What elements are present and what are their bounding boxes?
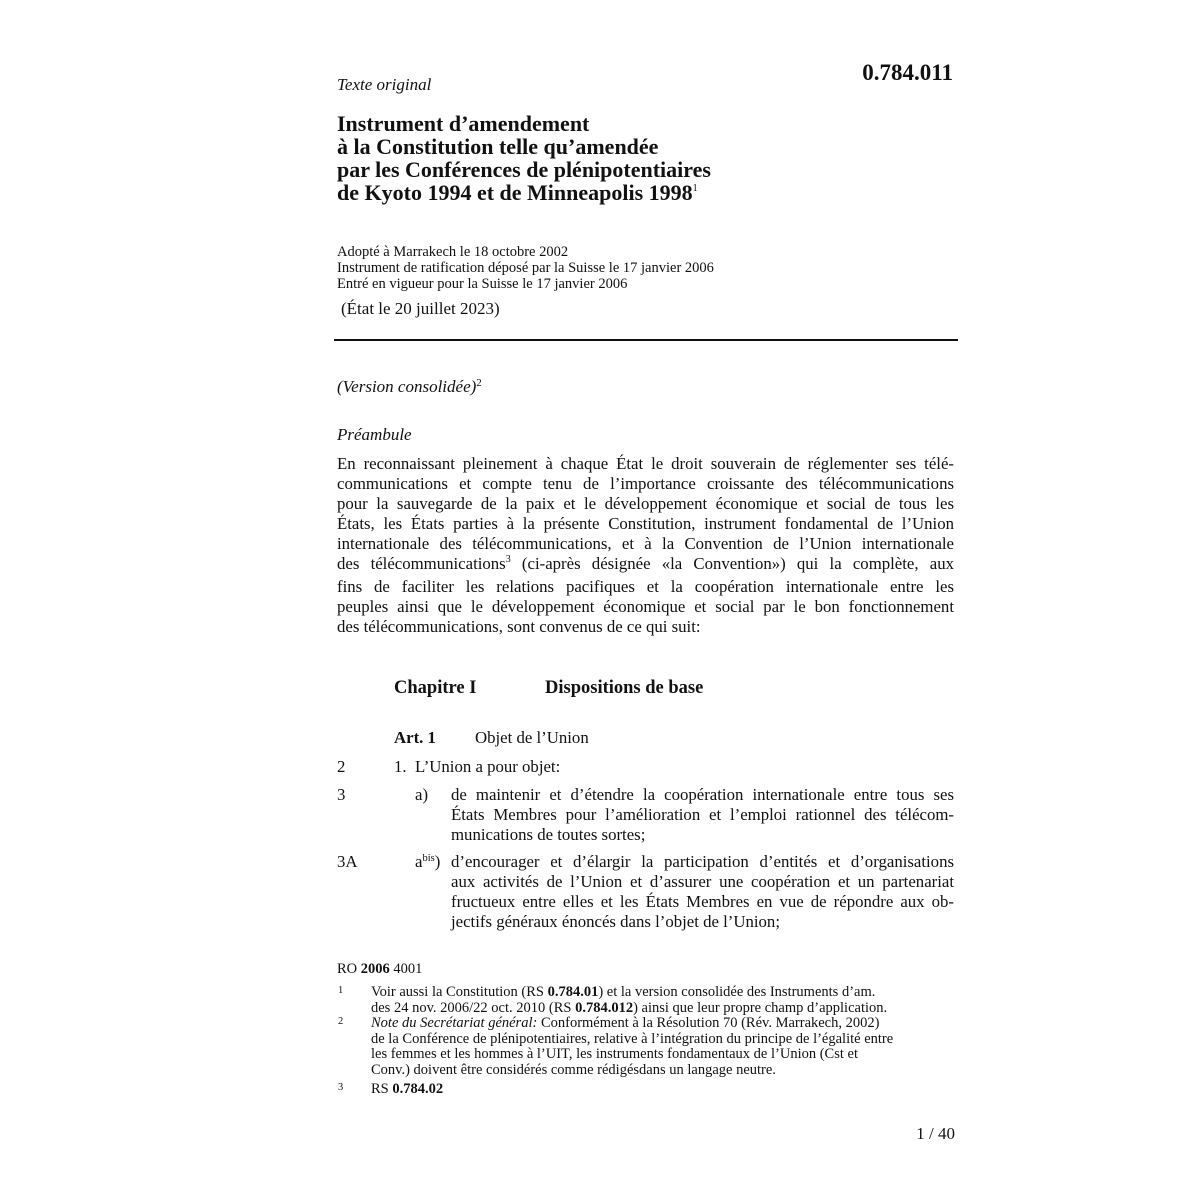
margin-number: 3A <box>337 852 358 871</box>
footnote-2 <box>371 1016 893 1078</box>
provision-line: d’encourager et d’élargir la participation d’entités et d’organisations <box>451 852 954 871</box>
footnote-text: ) et la version consolidée des Instruments d’am. <box>598 984 876 1000</box>
footnote-text: Voir aussi la Constitution (RS <box>371 984 548 1000</box>
chapter-title: Dispositions de base <box>545 678 704 698</box>
preamble-line-text: des télécommunications <box>337 554 506 573</box>
preamble-line: communications et compte tenu de l’importance croissante des télécommunications <box>337 474 954 493</box>
original-text-label: Texte original <box>337 75 432 94</box>
version-text: (Version consolidée) <box>337 377 477 396</box>
title-line <box>337 181 897 209</box>
title-line: Instrument d’amendement <box>337 111 590 136</box>
chapter-label: Chapitre I <box>394 678 477 698</box>
footnote-line: de la Conférence de plénipotentiaires, relative à l’intégration du principe de l’égalité entre <box>371 1030 894 1047</box>
footnote-ref-2[interactable]: 2 <box>476 377 482 389</box>
footnote-number: 3 <box>338 1082 344 1093</box>
state-date: (État le 20 juillet 2023) <box>341 299 500 318</box>
provision-line: aux activités de l’Union et d’assurer une coopération et un partenariat <box>451 872 954 891</box>
footnote-1 <box>371 985 887 1016</box>
ro-page: 4001 <box>393 961 423 977</box>
provision-text <box>451 785 954 845</box>
margin-number: 3 <box>337 785 346 804</box>
article-title: Objet de l’Union <box>475 728 589 747</box>
preamble-line: États, les États parties à la présente Constitution, instrument fondamental de l’Union <box>337 514 954 533</box>
provision-line: jectifs généraux énoncés dans l’objet de l’Union; <box>451 912 780 931</box>
preamble-line: fins de faciliter les relations pacifiques et la coopération internationale entre les <box>337 577 954 596</box>
footnote-line: les femmes et les hommes à l’UIT, les instruments fondamentaux de l’Union (Cst et <box>371 1046 858 1062</box>
ro-reference <box>337 962 422 978</box>
footnote-line <box>371 985 887 1001</box>
provision-line: États Membres pour l’amélioration et l’emploi rationnel des télécom- <box>451 805 954 824</box>
preamble-line-text: (ci-après désignée «la Convention») qui la complète, aux <box>510 554 954 573</box>
footnote-italic: Note du Secrétariat général: <box>371 1015 538 1031</box>
preamble-line <box>337 554 954 577</box>
letter-marker-base: a <box>415 852 423 871</box>
page-number: 1 / 40 <box>916 1124 955 1143</box>
document-number: 0.784.011 <box>862 60 953 85</box>
footnote-ref-1[interactable]: 1 <box>692 183 698 194</box>
provision-line: de maintenir et d’étendre la coopération internationale entre tous ses <box>451 785 954 804</box>
footnote-text: RS <box>371 1081 393 1097</box>
footnote-ref-3[interactable]: 3 <box>505 554 511 565</box>
preamble-line: peuples ainsi que le développement économique et social par le bon fonctionnement <box>337 597 954 616</box>
ratified-line: Instrument de ratification déposé par la Suisse le 17 janvier 2006 <box>337 260 714 276</box>
footnote-text: des 24 nov. 2006/22 oct. 2010 (RS <box>371 999 576 1016</box>
provision-text <box>451 852 954 932</box>
provision-text: L’Union a pour objet: <box>415 757 561 776</box>
footnote-number: 2 <box>338 1016 344 1027</box>
adopted-line: Adopté à Marrakech le 18 octobre 2002 <box>337 244 569 260</box>
adoption-info <box>337 244 714 292</box>
preamble-text <box>337 454 954 637</box>
letter-marker: a) <box>415 785 429 804</box>
title-line: par les Conférences de plénipotentiaires <box>337 157 711 182</box>
preamble-line: En reconnaissant pleinement à chaque État le droit souverain de réglementer ses télé- <box>337 454 954 473</box>
footnote-3 <box>371 1082 443 1098</box>
letter-marker <box>415 852 440 875</box>
consolidated-version <box>337 377 482 397</box>
document-title <box>337 112 897 209</box>
footnote-line <box>371 1016 893 1032</box>
letter-marker-close: ) <box>434 852 441 871</box>
header-divider <box>334 339 958 341</box>
footnote-line: Conv.) doivent être considérés comme rédigésdans un langage neutre. <box>371 1061 776 1078</box>
title-line-text: de Kyoto 1994 et de Minneapolis 1998 <box>337 180 693 205</box>
ro-year: 2006 <box>360 961 390 977</box>
bis-superscript: bis <box>422 853 435 864</box>
preamble-line: pour la sauvegarde de la paix et le développement économique et social de tous les <box>337 494 954 513</box>
footnote-number: 1 <box>338 985 344 996</box>
margin-number: 2 <box>337 757 346 776</box>
provision-line: fructueux entre elles et les États Membres en vue de répondre aux ob- <box>451 892 954 911</box>
preamble-line: internationale des télécommunications, et à la Convention de l’Union internationale <box>337 534 954 553</box>
preamble-line: des télécommunications, sont convenus de ce qui suit: <box>337 617 701 636</box>
article-label: Art. 1 <box>394 728 436 747</box>
paragraph-marker: 1. <box>394 757 407 776</box>
footnote-ref-rs[interactable]: 0.784.01 <box>547 984 599 1000</box>
provision-line: munications de toutes sortes; <box>451 825 646 844</box>
title-line: à la Constitution telle qu’amendée <box>337 134 659 159</box>
footnote-ref-rs[interactable]: 0.784.02 <box>392 1081 444 1097</box>
ro-prefix: RO <box>337 961 358 977</box>
footnote-ref-rs[interactable]: 0.784.012 <box>575 999 634 1016</box>
footnote-text: Conformément à la Résolution 70 (Rév. Marrakech, 2002) <box>537 1015 880 1031</box>
preamble-heading: Préambule <box>337 425 412 444</box>
in-force-line: Entré en vigueur pour la Suisse le 17 janvier 2006 <box>337 276 628 292</box>
footnote-line <box>371 1001 887 1017</box>
footnote-text: ) ainsi que leur propre champ d’application. <box>633 999 888 1016</box>
